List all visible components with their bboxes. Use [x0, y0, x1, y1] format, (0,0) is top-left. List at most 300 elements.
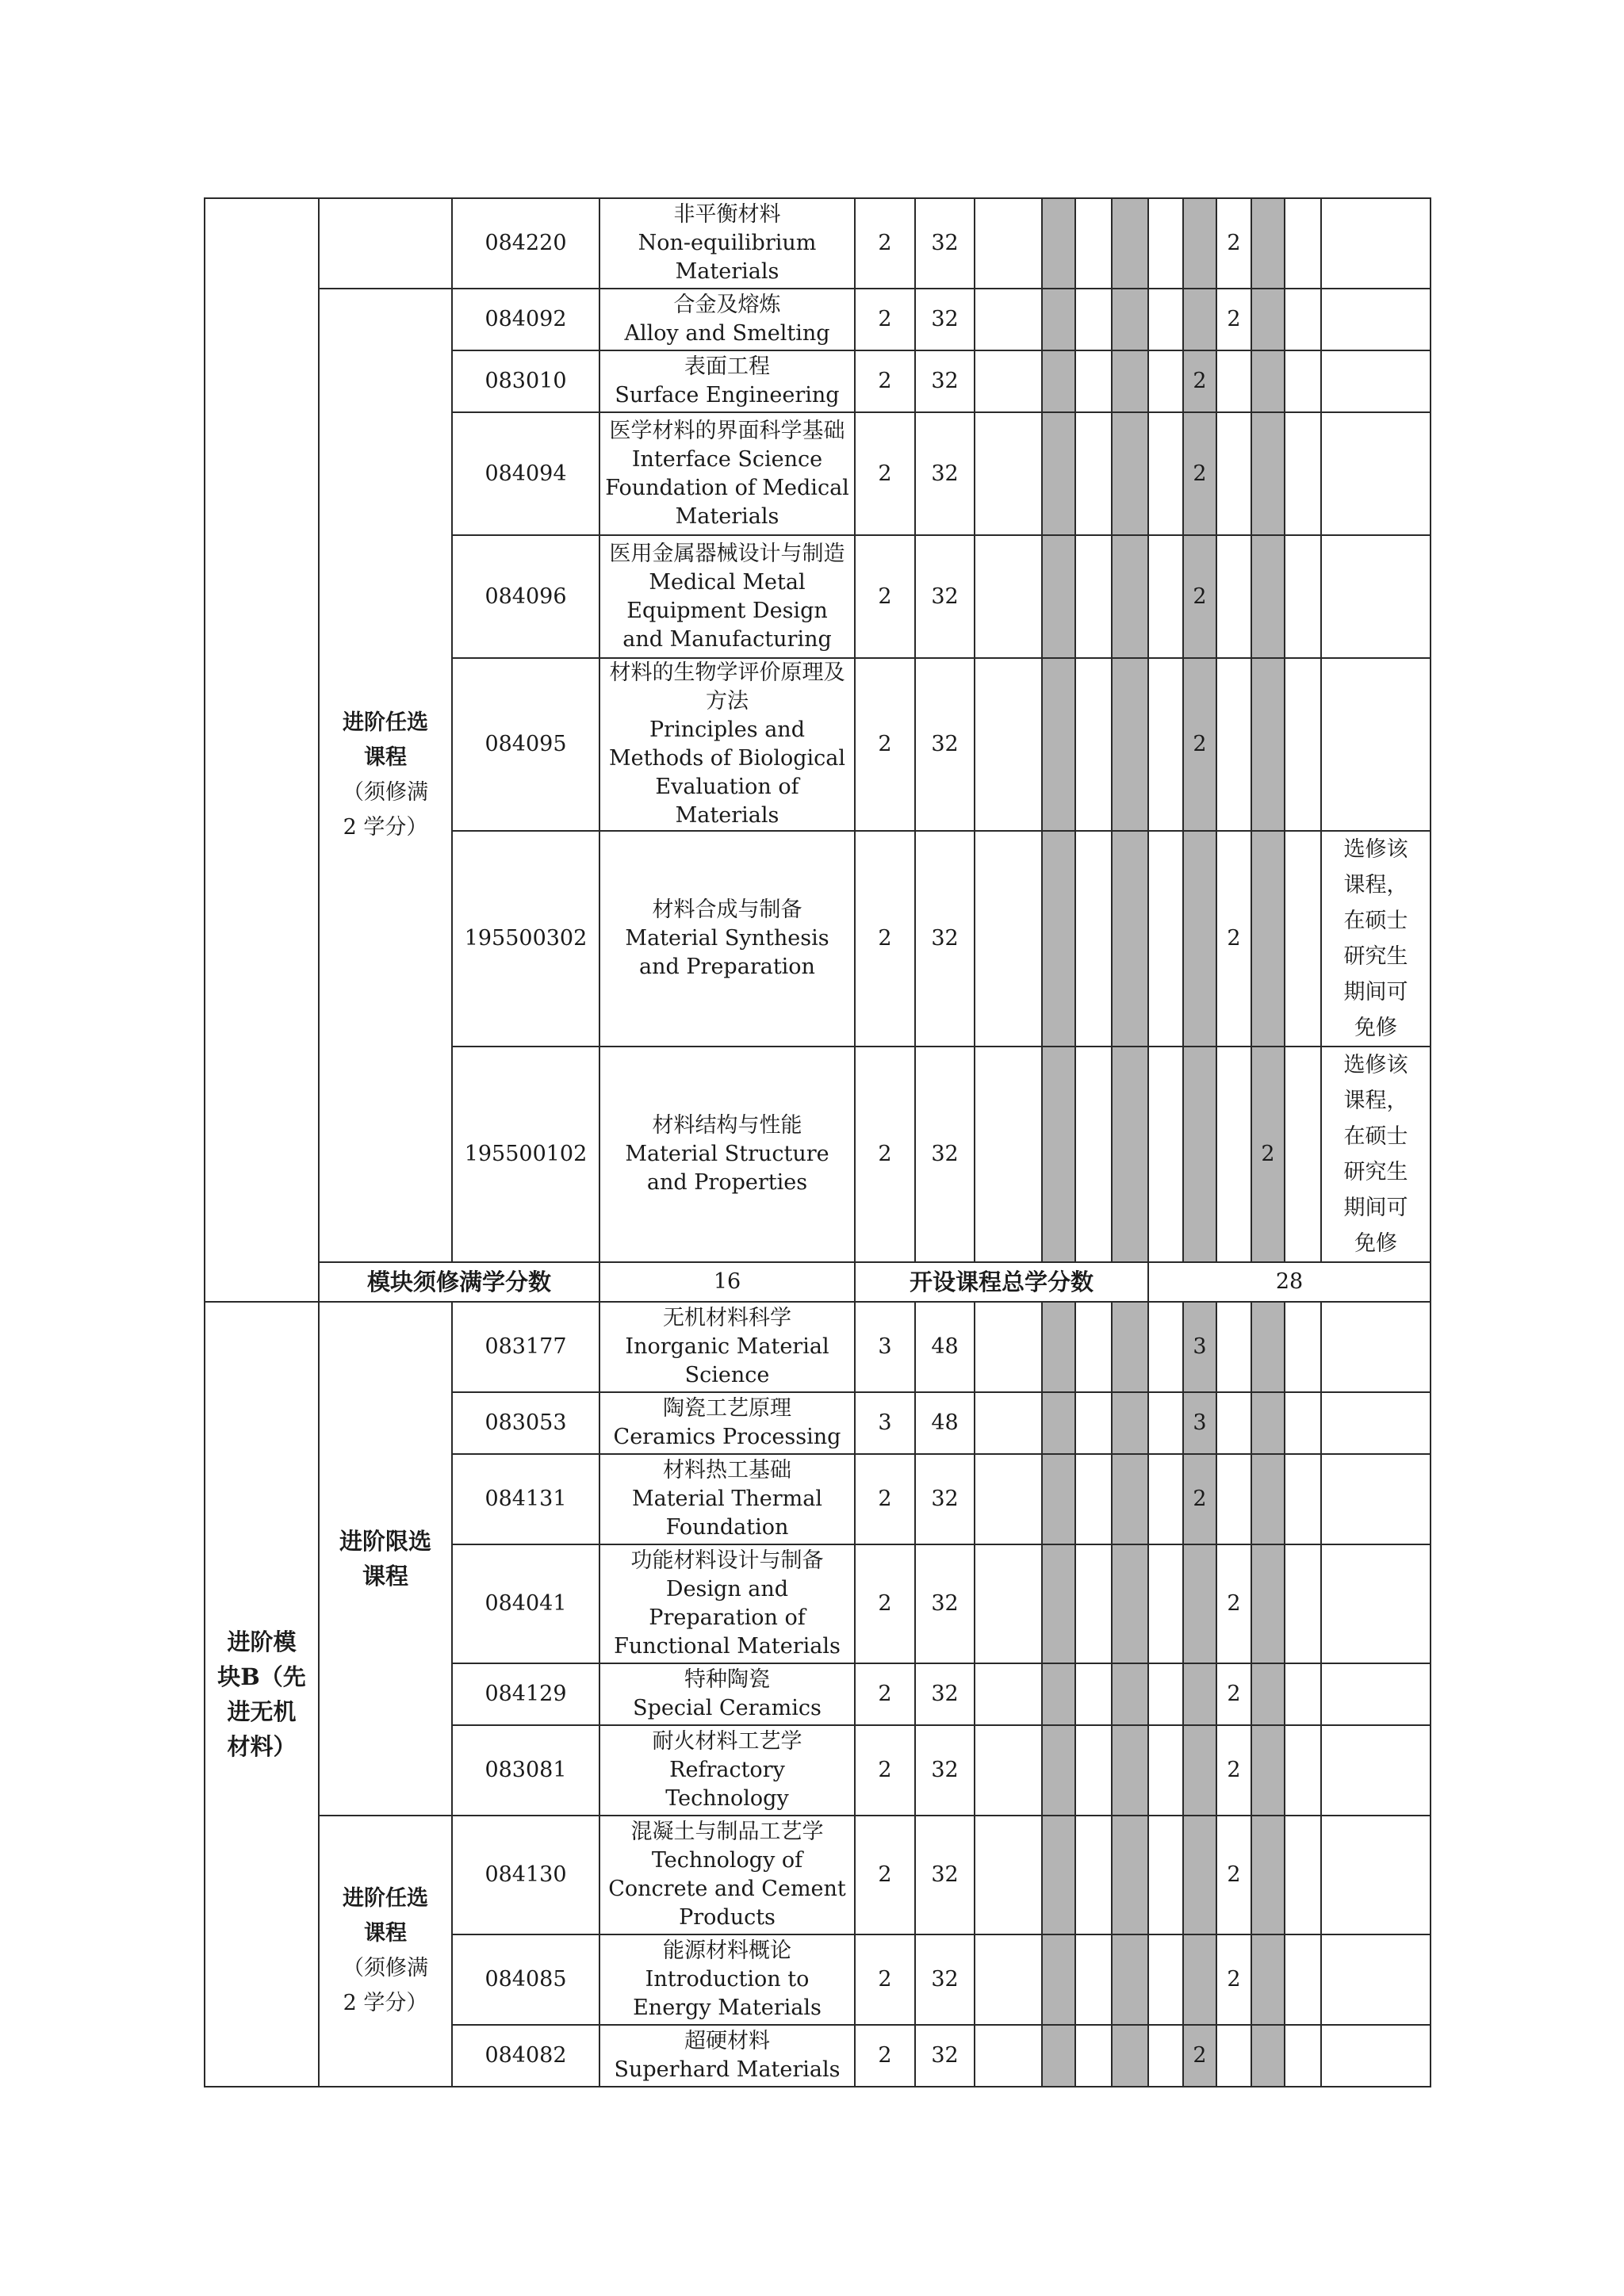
course-code: 083010	[452, 350, 599, 412]
course-hours: 32	[915, 1816, 975, 1934]
course-name-cn: 合金及熔炼	[673, 293, 781, 317]
course-credits: 2	[855, 412, 915, 535]
summary-total-value: 28	[1148, 1262, 1431, 1302]
course-hours: 32	[915, 535, 975, 658]
semester-cell	[1075, 1392, 1112, 1454]
course-credits: 2	[855, 289, 915, 350]
semester-cell	[1042, 1047, 1075, 1262]
semester-cell	[1285, 2025, 1321, 2087]
category-elective-line: 课程	[364, 745, 407, 770]
semester-cell	[1148, 289, 1183, 350]
semester-cell	[975, 1047, 1042, 1262]
course-name-en: Material Synthesis and Preparation	[625, 926, 829, 979]
course-name-en: Interface Science Foundation of Medical Materials	[605, 446, 849, 529]
course-remark	[1321, 198, 1431, 289]
course-name-en: Material Thermal Foundation	[631, 1487, 823, 1540]
semester-cell	[1042, 1934, 1075, 2025]
semester-cell	[1285, 198, 1321, 289]
course-name-cn: 能源材料概论	[663, 1938, 791, 1963]
category-prev-cell	[319, 198, 452, 289]
course-code: 084095	[452, 658, 599, 831]
semester-cell	[1285, 831, 1321, 1047]
semester-cell: 2	[1216, 289, 1251, 350]
semester-cell	[975, 658, 1042, 831]
course-name-cn: 特种陶瓷	[684, 1667, 770, 1692]
semester-cell	[1285, 1392, 1321, 1454]
course-name	[599, 350, 855, 412]
course-name	[599, 412, 855, 535]
semester-cell	[1112, 831, 1148, 1047]
course-remark	[1321, 1725, 1431, 1816]
course-name-en: Surface Engineering	[615, 383, 840, 408]
semester-cell	[1112, 1934, 1148, 2025]
course-credits: 2	[855, 535, 915, 658]
category-elective-b-line: 进阶任选	[343, 1886, 428, 1911]
semester-cell	[1042, 1725, 1075, 1816]
semester-cell: 2	[1183, 412, 1216, 535]
semester-cell	[1075, 1302, 1112, 1392]
semester-cell	[1075, 412, 1112, 535]
course-name-cn: 耐火材料工艺学	[652, 1729, 802, 1754]
course-name-en: Medical Metal Equipment Design and Manufacturing	[622, 569, 832, 652]
category-elective-line: 2 学分）	[343, 815, 428, 840]
course-name-en: Introduction to Energy Materials	[633, 1967, 822, 2020]
semester-cell	[1285, 289, 1321, 350]
semester-cell	[1042, 1544, 1075, 1663]
semester-cell	[1112, 1663, 1148, 1725]
course-name-cn: 功能材料设计与制备	[630, 1548, 824, 1573]
course-name-cn: 超硬材料	[684, 2029, 770, 2053]
module-b-title-line: 进阶模	[227, 1628, 297, 1655]
course-remark	[1321, 535, 1431, 658]
semester-cell	[975, 289, 1042, 350]
category-restricted-line: 课程	[362, 1563, 408, 1590]
semester-cell	[1042, 1816, 1075, 1934]
course-code: 084096	[452, 535, 599, 658]
semester-cell	[1285, 350, 1321, 412]
course-name-cn: 混凝土与制品工艺学	[630, 1820, 824, 1844]
category-elective-line: （须修满	[343, 780, 428, 805]
semester-cell	[1251, 1454, 1285, 1544]
category-elective-b	[319, 1816, 452, 2087]
course-code: 084085	[452, 1934, 599, 2025]
semester-cell: 2	[1216, 1544, 1251, 1663]
course-code: 195500302	[452, 831, 599, 1047]
semester-cell	[1183, 1816, 1216, 1934]
summary-required-value: 16	[599, 1262, 855, 1302]
semester-cell	[1148, 1302, 1183, 1392]
semester-cell	[1042, 658, 1075, 831]
course-name-cn: 材料合成与制备	[652, 897, 802, 922]
semester-cell	[975, 831, 1042, 1047]
course-hours: 32	[915, 2025, 975, 2087]
semester-cell	[1285, 1816, 1321, 1934]
course-name-en: Inorganic Material Science	[625, 1334, 829, 1387]
semester-cell	[1112, 350, 1148, 412]
course-name-cn: 表面工程	[684, 354, 770, 379]
semester-cell: 2	[1216, 831, 1251, 1047]
semester-cell	[975, 1663, 1042, 1725]
semester-cell	[1148, 1392, 1183, 1454]
semester-cell	[1148, 198, 1183, 289]
semester-cell	[975, 1544, 1042, 1663]
course-hours: 32	[915, 350, 975, 412]
course-name	[599, 1663, 855, 1725]
course-hours: 32	[915, 658, 975, 831]
course-credits: 2	[855, 2025, 915, 2087]
course-name-cn: 医用金属器械设计与制造	[609, 541, 845, 566]
semester-cell	[1075, 350, 1112, 412]
course-hours: 32	[915, 831, 975, 1047]
semester-cell	[1112, 198, 1148, 289]
course-credits: 2	[855, 1663, 915, 1725]
course-name-en: Refractory Technology	[665, 1758, 789, 1811]
course-name-cn: 非平衡材料	[673, 202, 781, 227]
semester-cell	[1285, 1454, 1321, 1544]
course-hours: 32	[915, 289, 975, 350]
module-a-cell	[205, 198, 319, 1302]
semester-cell	[1285, 658, 1321, 831]
course-remark-line: 期间可	[1343, 1196, 1408, 1220]
course-hours: 32	[915, 1047, 975, 1262]
semester-cell	[1112, 1392, 1148, 1454]
semester-cell	[1042, 1302, 1075, 1392]
course-hours: 32	[915, 1663, 975, 1725]
module-b-title-line: 进无机	[227, 1698, 297, 1725]
course-hours: 48	[915, 1302, 975, 1392]
semester-cell	[1251, 831, 1285, 1047]
semester-cell	[1075, 1934, 1112, 2025]
semester-cell	[1075, 1047, 1112, 1262]
course-code: 083081	[452, 1725, 599, 1816]
category-elective-b-line: 2 学分）	[343, 1991, 428, 2015]
course-code: 083053	[452, 1392, 599, 1454]
course-remark-line: 免修	[1354, 1231, 1397, 1256]
semester-cell	[1148, 1454, 1183, 1544]
course-credits: 2	[855, 831, 915, 1047]
semester-cell	[1285, 1725, 1321, 1816]
semester-cell	[1042, 535, 1075, 658]
semester-cell	[1112, 412, 1148, 535]
category-restricted	[319, 1302, 452, 1816]
course-remark	[1321, 1454, 1431, 1544]
curriculum-table	[204, 197, 1431, 2087]
semester-cell	[1183, 1544, 1216, 1663]
semester-cell	[1112, 1816, 1148, 1934]
course-remark-line: 在硕士	[1343, 1124, 1408, 1149]
semester-cell	[1042, 198, 1075, 289]
semester-cell	[1216, 412, 1251, 535]
category-elective-b-line: 课程	[364, 1921, 407, 1946]
course-remark	[1321, 412, 1431, 535]
semester-cell	[1216, 1047, 1251, 1262]
course-remark	[1321, 1544, 1431, 1663]
semester-cell	[1075, 2025, 1112, 2087]
course-remark	[1321, 1934, 1431, 2025]
summary-total-label: 开设课程总学分数	[855, 1262, 1148, 1302]
semester-cell: 2	[1216, 1663, 1251, 1725]
module-b-title-line: 材料）	[227, 1733, 297, 1760]
course-name	[599, 198, 855, 289]
course-credits: 2	[855, 1544, 915, 1663]
course-credits: 2	[855, 1047, 915, 1262]
semester-cell	[975, 1392, 1042, 1454]
table-row	[205, 1816, 1431, 1934]
course-name	[599, 658, 855, 831]
semester-cell	[1183, 1934, 1216, 2025]
semester-cell	[1042, 1454, 1075, 1544]
course-name-cn: 医学材料的界面科学基础	[609, 418, 845, 443]
semester-cell	[1183, 1047, 1216, 1262]
semester-cell	[1112, 1302, 1148, 1392]
course-code: 084094	[452, 412, 599, 535]
semester-cell	[1251, 412, 1285, 535]
course-remark-line: 研究生	[1343, 1160, 1408, 1184]
semester-cell	[975, 350, 1042, 412]
course-code: 084092	[452, 289, 599, 350]
course-code: 084131	[452, 1454, 599, 1544]
course-remark-line: 在硕士	[1343, 909, 1408, 933]
course-remark	[1321, 289, 1431, 350]
course-name-cn: 无机材料科学	[663, 1306, 791, 1330]
semester-cell	[1075, 658, 1112, 831]
semester-cell	[1148, 1934, 1183, 2025]
semester-cell	[1183, 1663, 1216, 1725]
course-remark-line: 课程，	[1343, 873, 1408, 897]
semester-cell	[1042, 2025, 1075, 2087]
semester-cell	[1285, 412, 1321, 535]
semester-cell	[1075, 535, 1112, 658]
course-name	[599, 535, 855, 658]
semester-cell	[1112, 658, 1148, 831]
course-hours: 32	[915, 1454, 975, 1544]
semester-cell: 2	[1251, 1047, 1285, 1262]
course-remark-line: 选修该	[1343, 837, 1408, 862]
semester-cell	[1285, 535, 1321, 658]
course-remark-line: 免修	[1354, 1016, 1397, 1040]
semester-cell: 3	[1183, 1392, 1216, 1454]
semester-cell	[975, 1454, 1042, 1544]
semester-cell	[1112, 2025, 1148, 2087]
semester-cell	[1148, 2025, 1183, 2087]
semester-cell	[1183, 289, 1216, 350]
course-name	[599, 1392, 855, 1454]
semester-cell	[1251, 1725, 1285, 1816]
semester-cell	[1285, 1663, 1321, 1725]
semester-cell	[1251, 1392, 1285, 1454]
semester-cell	[1148, 1047, 1183, 1262]
semester-cell	[1251, 1302, 1285, 1392]
course-remark	[1321, 2025, 1431, 2087]
semester-cell	[1285, 1302, 1321, 1392]
course-name	[599, 1047, 855, 1262]
semester-cell	[1148, 831, 1183, 1047]
semester-cell	[1042, 350, 1075, 412]
course-remark	[1321, 350, 1431, 412]
course-name-en: Design and Preparation of Functional Materials	[614, 1577, 841, 1659]
course-name	[599, 289, 855, 350]
semester-cell	[1183, 831, 1216, 1047]
semester-cell	[1148, 535, 1183, 658]
course-credits: 2	[855, 1454, 915, 1544]
course-name-en: Principles and Methods of Biological Evaluation of Materials	[608, 718, 846, 828]
course-hours: 32	[915, 1725, 975, 1816]
course-name-en: Material Structure and Properties	[625, 1142, 829, 1195]
course-name	[599, 1934, 855, 2025]
course-name-cn: 材料的生物学评价原理及方法	[609, 660, 845, 714]
semester-cell: 2	[1216, 198, 1251, 289]
category-restricted-line: 进阶限选	[339, 1528, 431, 1555]
table-row	[205, 289, 1431, 350]
course-code: 084129	[452, 1663, 599, 1725]
course-credits: 2	[855, 1934, 915, 2025]
semester-cell	[1075, 1544, 1112, 1663]
semester-cell	[1075, 1725, 1112, 1816]
semester-cell	[1075, 289, 1112, 350]
semester-cell	[975, 1302, 1042, 1392]
semester-cell	[1216, 1454, 1251, 1544]
course-code: 084220	[452, 198, 599, 289]
semester-cell	[1112, 1725, 1148, 1816]
module-b-title-line: 块B（先	[217, 1663, 306, 1690]
course-name-en: Special Ceramics	[633, 1696, 822, 1720]
category-elective	[319, 289, 452, 1262]
module-b-title	[205, 1302, 319, 2087]
course-credits: 3	[855, 1302, 915, 1392]
course-name-en: Ceramics Processing	[613, 1425, 841, 1449]
course-name-cn: 材料热工基础	[663, 1458, 791, 1483]
semester-cell: 2	[1183, 1454, 1216, 1544]
course-hours: 48	[915, 1392, 975, 1454]
course-name	[599, 1725, 855, 1816]
semester-cell	[975, 1934, 1042, 2025]
semester-cell	[975, 412, 1042, 535]
semester-cell	[1216, 658, 1251, 831]
table-row	[205, 1302, 1431, 1392]
course-credits: 2	[855, 198, 915, 289]
semester-cell	[1216, 535, 1251, 658]
semester-cell	[1251, 1934, 1285, 2025]
course-hours: 32	[915, 1544, 975, 1663]
semester-cell	[1112, 1454, 1148, 1544]
category-elective-line: 进阶任选	[343, 710, 428, 735]
semester-cell: 3	[1183, 1302, 1216, 1392]
course-remark	[1321, 1047, 1431, 1262]
course-remark-line: 选修该	[1343, 1053, 1408, 1077]
course-name-cn: 陶瓷工艺原理	[663, 1396, 791, 1421]
semester-cell	[1042, 1392, 1075, 1454]
semester-cell: 2	[1216, 1816, 1251, 1934]
semester-cell	[975, 1816, 1042, 1934]
course-hours: 32	[915, 1934, 975, 2025]
semester-cell	[1251, 658, 1285, 831]
semester-cell	[975, 535, 1042, 658]
semester-cell	[1216, 2025, 1251, 2087]
semester-cell	[975, 2025, 1042, 2087]
semester-cell	[1216, 1302, 1251, 1392]
semester-cell	[1148, 1816, 1183, 1934]
semester-cell	[1251, 2025, 1285, 2087]
semester-cell	[1251, 1663, 1285, 1725]
course-remark-line: 研究生	[1343, 944, 1408, 969]
semester-cell	[1042, 289, 1075, 350]
course-name-en: Non-equilibrium Materials	[638, 231, 817, 284]
course-remark	[1321, 1302, 1431, 1392]
semester-cell	[1148, 350, 1183, 412]
semester-cell	[1075, 1454, 1112, 1544]
course-name	[599, 1302, 855, 1392]
semester-cell	[1075, 198, 1112, 289]
course-hours: 32	[915, 198, 975, 289]
course-name	[599, 831, 855, 1047]
semester-cell	[1075, 1816, 1112, 1934]
course-name-cn: 材料结构与性能	[652, 1113, 802, 1138]
course-credits: 2	[855, 1816, 915, 1934]
semester-cell	[1148, 1544, 1183, 1663]
course-remark	[1321, 1392, 1431, 1454]
category-elective-b-line: （须修满	[343, 1956, 428, 1980]
semester-cell: 2	[1183, 658, 1216, 831]
semester-cell	[1148, 412, 1183, 535]
semester-cell	[1251, 289, 1285, 350]
course-name	[599, 1816, 855, 1934]
semester-cell	[1042, 412, 1075, 535]
course-remark	[1321, 1663, 1431, 1725]
semester-cell	[1148, 1725, 1183, 1816]
course-name-en: Technology of Concrete and Cement Products	[608, 1848, 846, 1930]
semester-cell	[1075, 1663, 1112, 1725]
semester-cell	[1285, 1934, 1321, 2025]
course-code: 084082	[452, 2025, 599, 2087]
course-code: 195500102	[452, 1047, 599, 1262]
summary-required-label: 模块须修满学分数	[319, 1262, 599, 1302]
semester-cell	[1216, 1392, 1251, 1454]
semester-cell	[1251, 1816, 1285, 1934]
semester-cell	[1183, 198, 1216, 289]
semester-cell	[1112, 1544, 1148, 1663]
course-remark	[1321, 831, 1431, 1047]
semester-cell	[1112, 1047, 1148, 1262]
course-name	[599, 2025, 855, 2087]
course-code: 083177	[452, 1302, 599, 1392]
course-name-en: Superhard Materials	[614, 2057, 841, 2082]
course-credits: 2	[855, 1725, 915, 1816]
semester-cell	[975, 1725, 1042, 1816]
course-name-en: Alloy and Smelting	[624, 321, 830, 346]
course-remark	[1321, 658, 1431, 831]
course-code: 084041	[452, 1544, 599, 1663]
semester-cell: 2	[1216, 1934, 1251, 2025]
semester-cell	[1075, 831, 1112, 1047]
semester-cell	[1216, 350, 1251, 412]
semester-cell	[1112, 535, 1148, 658]
course-name	[599, 1544, 855, 1663]
summary-row	[205, 1262, 1431, 1302]
table-row	[205, 198, 1431, 289]
semester-cell: 2	[1183, 350, 1216, 412]
semester-cell: 2	[1183, 2025, 1216, 2087]
semester-cell	[975, 198, 1042, 289]
semester-cell	[1148, 1663, 1183, 1725]
semester-cell	[1251, 1544, 1285, 1663]
semester-cell	[1148, 658, 1183, 831]
course-credits: 2	[855, 350, 915, 412]
semester-cell: 2	[1183, 535, 1216, 658]
course-hours: 32	[915, 412, 975, 535]
semester-cell	[1183, 1725, 1216, 1816]
semester-cell: 2	[1216, 1725, 1251, 1816]
semester-cell	[1042, 831, 1075, 1047]
